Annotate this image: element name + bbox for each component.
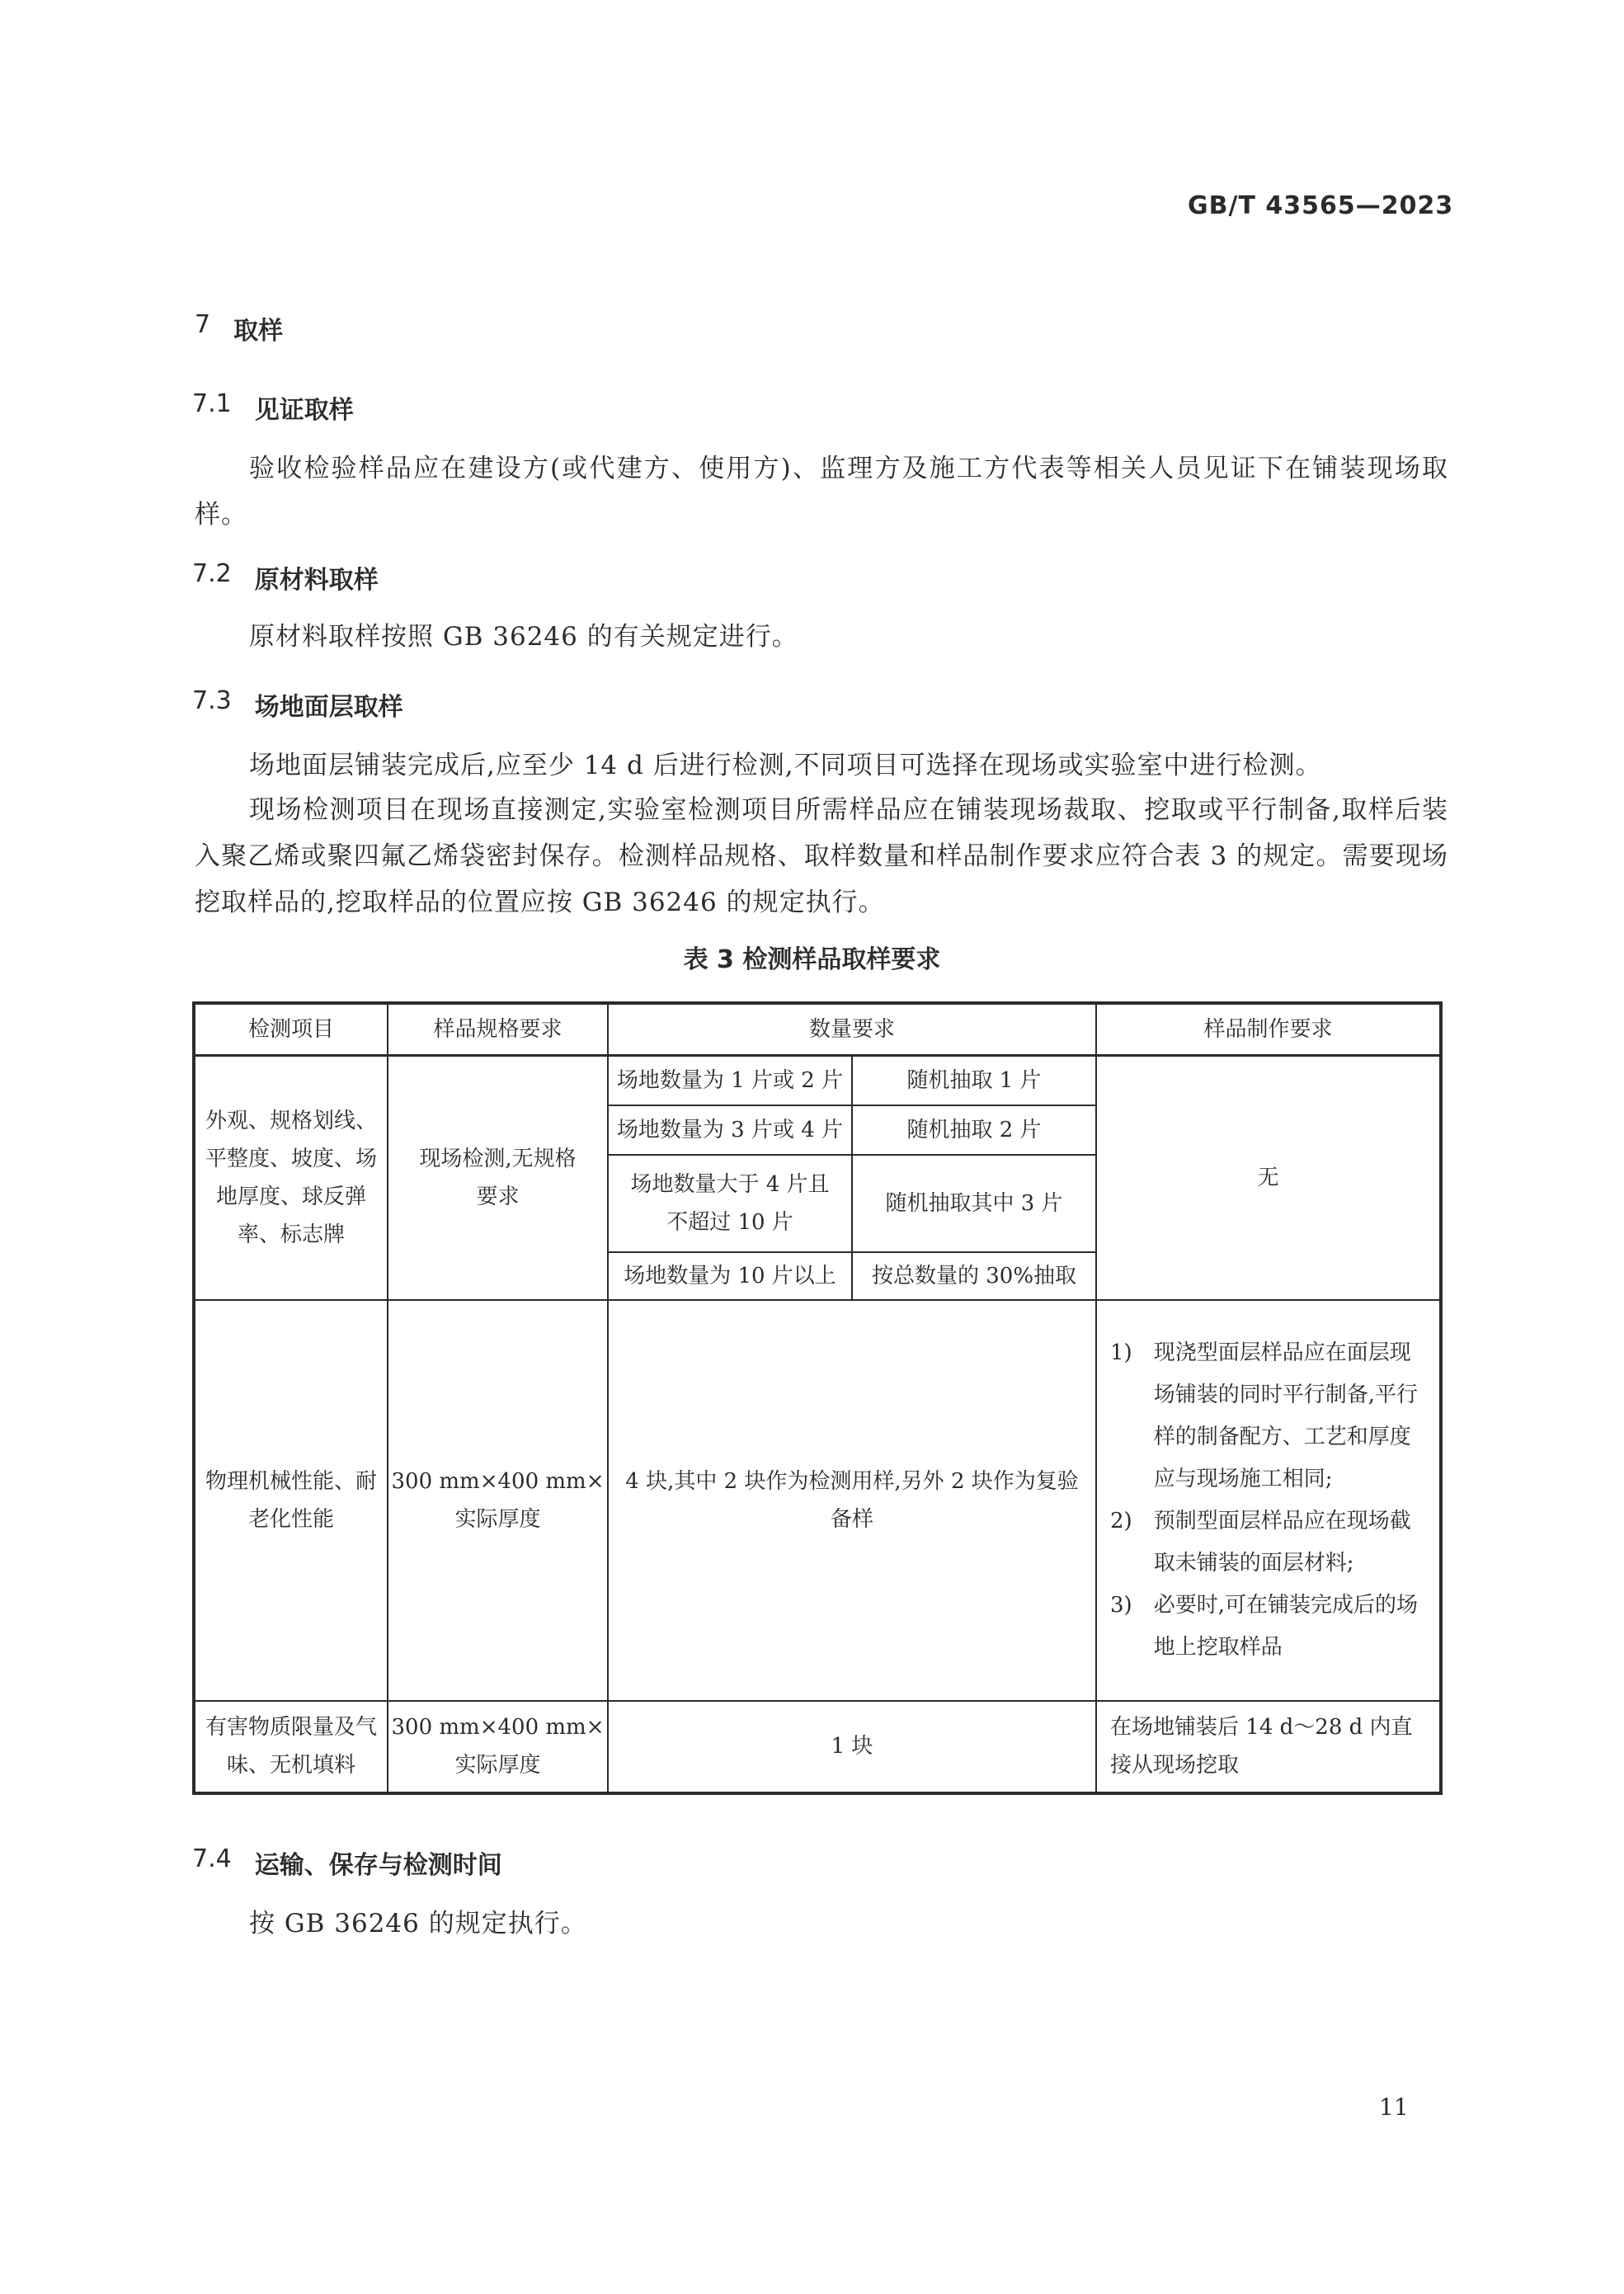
list-item <box>1110 1585 1426 1669</box>
prep-cell <box>1096 1300 1441 1701</box>
section-7-4-text: 按 GB 36246 的规定执行。 <box>249 1909 587 1938</box>
section-number: 7 <box>195 310 211 339</box>
spec-cell: 现场检测,无规格要求 <box>388 1056 608 1300</box>
quantity-cell: 4 块,其中 2 块作为检测用样,另外 2 块作为复验备样 <box>608 1300 1096 1701</box>
table-row <box>194 1300 1441 1701</box>
header-cell: 数量要求 <box>608 1003 1096 1056</box>
quantity-condition-cell: 场地数量为 1 片或 2 片 <box>608 1056 852 1105</box>
section-7-3-paragraph-2: 现场检测项目在现场直接测定,实验室检测项目所需样品应在铺装现场裁取、挖取或平行制备,取样后装入聚乙烯或聚四氟乙烯袋密封保存。检测样品规格、取样数量和样品制作要求应符合表 3 的规定。需要现场挖取样品的,挖取样品的位置应按 GB 36246 的规定执行。 <box>195 795 1448 917</box>
quantity-condition-cell: 场地数量为 10 片以上 <box>608 1252 852 1300</box>
quantity-rule-cell: 按总数量的 30%抽取 <box>852 1252 1096 1300</box>
section-title: 见证取样 <box>254 396 354 425</box>
list-text: 预制型面层样品应在现场截取未铺装的面层材料; <box>1153 1508 1411 1576</box>
item-cell: 有害物质限量及气味、无机填料 <box>194 1701 388 1793</box>
quantity-rule-cell: 随机抽取 2 片 <box>852 1105 1096 1155</box>
section-7-3-paragraph-1: 场地面层铺装完成后,应至少 14 d 后进行检测,不同项目可选择在现场或实验室中进行检测。 <box>249 751 1322 780</box>
table-header-row <box>194 1003 1441 1056</box>
section-7-4-heading <box>192 1844 502 1881</box>
section-number: 7.2 <box>192 559 232 588</box>
list-text: 必要时,可在铺装完成后的场地上挖取样品 <box>1153 1592 1418 1660</box>
quantity-rule-cell: 随机抽取 1 片 <box>852 1056 1096 1105</box>
prep-cell: 无 <box>1096 1056 1441 1300</box>
header-cell: 检测项目 <box>194 1003 388 1056</box>
section-title: 场地面层取样 <box>254 693 403 722</box>
section-title: 运输、保存与检测时间 <box>254 1851 502 1880</box>
header-cell: 样品规格要求 <box>388 1003 608 1056</box>
section-title: 原材料取样 <box>254 566 379 595</box>
section-number: 7.3 <box>192 686 232 715</box>
spec-cell: 300 mm×400 mm×实际厚度 <box>388 1701 608 1793</box>
section-number: 7.1 <box>192 389 232 418</box>
section-number: 7.4 <box>192 1844 232 1873</box>
list-marker: 1) <box>1110 1340 1132 1365</box>
quantity-condition-cell: 场地数量为 3 片或 4 片 <box>608 1105 852 1155</box>
table-row <box>194 1701 1441 1793</box>
section-title: 取样 <box>233 317 284 346</box>
item-cell: 物理机械性能、耐老化性能 <box>194 1300 388 1701</box>
spec-cell: 300 mm×400 mm×实际厚度 <box>388 1300 608 1701</box>
list-marker: 2) <box>1110 1508 1132 1533</box>
table-3-title: 表 3 检测样品取样要求 <box>683 945 941 974</box>
list-item <box>1110 1500 1426 1585</box>
list-item <box>1110 1332 1426 1500</box>
header-cell: 样品制作要求 <box>1096 1003 1441 1056</box>
table-3 <box>192 1001 1443 1795</box>
quantity-cell: 1 块 <box>608 1701 1096 1793</box>
quantity-rule-cell: 随机抽取其中 3 片 <box>852 1155 1096 1252</box>
quantity-condition-cell: 场地数量大于 4 片且不超过 10 片 <box>608 1155 852 1252</box>
section-7-1-heading <box>192 389 354 426</box>
section-7-3-heading <box>192 686 403 723</box>
section-7-heading <box>195 310 283 346</box>
page-number: 11 <box>1379 2094 1409 2121</box>
section-7-2-heading <box>192 559 379 596</box>
list-text: 现浇型面层样品应在面层现场铺装的同时平行制备,平行样的制备配方、工艺和厚度应与现场施工相同; <box>1153 1340 1418 1491</box>
item-cell: 外观、规格划线、平整度、坡度、场地厚度、球反弹率、标志牌 <box>194 1056 388 1300</box>
section-7-2-text: 原材料取样按照 GB 36246 的有关规定进行。 <box>249 622 798 652</box>
prep-cell: 在场地铺装后 14 d～28 d 内直接从现场挖取 <box>1096 1701 1441 1793</box>
standard-number: GB/T 43565—2023 <box>1188 191 1454 220</box>
list-marker: 3) <box>1110 1592 1132 1618</box>
section-7-1-text: 验收检验样品应在建设方(或代建方、使用方)、监理方及施工方代表等相关人员见证下在铺装现场取样。 <box>195 454 1448 530</box>
table-row <box>194 1056 1441 1105</box>
